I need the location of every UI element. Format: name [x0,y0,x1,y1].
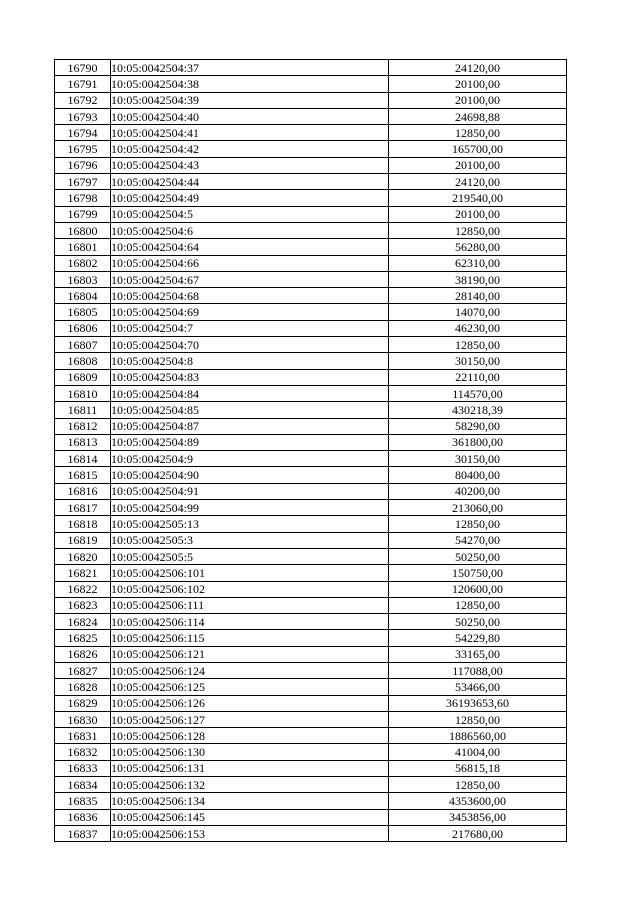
row-number-cell: 16798 [55,190,111,206]
table-row [55,141,567,157]
cadastral-number-cell: 10:05:0042504:5 [111,206,389,222]
table-row [55,174,567,190]
value-cell: 12850,00 [389,125,567,141]
value-cell: 120600,00 [389,581,567,597]
table-row [55,451,567,467]
cadastral-number-cell: 10:05:0042506:153 [111,825,389,841]
table-row [55,532,567,548]
table-row [55,255,567,271]
cadastral-number-cell: 10:05:0042504:70 [111,337,389,353]
value-cell: 12850,00 [389,777,567,793]
value-cell: 12850,00 [389,516,567,532]
row-number-cell: 16801 [55,239,111,255]
row-number-cell: 16828 [55,679,111,695]
table-row [55,288,567,304]
table-row [55,76,567,92]
value-cell: 217680,00 [389,825,567,841]
table-row [55,337,567,353]
row-number-cell: 16834 [55,777,111,793]
cadastral-number-cell: 10:05:0042506:124 [111,662,389,678]
value-cell: 58290,00 [389,418,567,434]
table-row [55,467,567,483]
value-cell: 117088,00 [389,662,567,678]
row-number-cell: 16795 [55,141,111,157]
table-row [55,320,567,336]
row-number-cell: 16826 [55,646,111,662]
row-number-cell: 16806 [55,320,111,336]
row-number-cell: 16812 [55,418,111,434]
row-number-cell: 16825 [55,630,111,646]
row-number-cell: 16794 [55,125,111,141]
row-number-cell: 16817 [55,500,111,516]
cadastral-number-cell: 10:05:0042504:66 [111,255,389,271]
value-cell: 20100,00 [389,157,567,173]
cadastral-number-cell: 10:05:0042506:126 [111,695,389,711]
row-number-cell: 16822 [55,581,111,597]
row-number-cell: 16829 [55,695,111,711]
cadastral-number-cell: 10:05:0042505:13 [111,516,389,532]
cadastral-number-cell: 10:05:0042506:131 [111,760,389,776]
cadastral-number-cell: 10:05:0042504:99 [111,500,389,516]
row-number-cell: 16811 [55,402,111,418]
table-row [55,369,567,385]
value-cell: 24698,88 [389,108,567,124]
value-cell: 46230,00 [389,320,567,336]
cadastral-number-cell: 10:05:0042506:132 [111,777,389,793]
table-row [55,222,567,238]
cadastral-number-cell: 10:05:0042504:91 [111,483,389,499]
table-row [55,353,567,369]
value-cell: 361800,00 [389,434,567,450]
table-row [55,760,567,776]
cadastral-number-cell: 10:05:0042504:38 [111,76,389,92]
value-cell: 30150,00 [389,451,567,467]
table-row [55,548,567,564]
row-number-cell: 16835 [55,793,111,809]
row-number-cell: 16832 [55,744,111,760]
cadastral-number-cell: 10:05:0042504:64 [111,239,389,255]
table-row [55,679,567,695]
row-number-cell: 16821 [55,565,111,581]
table-row [55,809,567,825]
cadastral-number-cell: 10:05:0042504:87 [111,418,389,434]
value-cell: 20100,00 [389,206,567,222]
row-number-cell: 16837 [55,825,111,841]
value-cell: 213060,00 [389,500,567,516]
row-number-cell: 16823 [55,597,111,613]
row-number-cell: 16802 [55,255,111,271]
cadastral-number-cell: 10:05:0042504:90 [111,467,389,483]
value-cell: 14070,00 [389,304,567,320]
cadastral-number-cell: 10:05:0042504:84 [111,385,389,401]
row-number-cell: 16791 [55,76,111,92]
value-cell: 80400,00 [389,467,567,483]
table-row [55,125,567,141]
table-row [55,271,567,287]
cadastral-number-cell: 10:05:0042504:49 [111,190,389,206]
cadastral-number-cell: 10:05:0042506:115 [111,630,389,646]
value-cell: 12850,00 [389,222,567,238]
table-row [55,108,567,124]
cadastral-number-cell: 10:05:0042504:43 [111,157,389,173]
table-row [55,597,567,613]
row-number-cell: 16816 [55,483,111,499]
cadastral-number-cell: 10:05:0042506:111 [111,597,389,613]
cadastral-number-cell: 10:05:0042504:67 [111,271,389,287]
cadastral-number-cell: 10:05:0042504:39 [111,92,389,108]
table-row [55,500,567,516]
row-number-cell: 16808 [55,353,111,369]
table-row [55,385,567,401]
value-cell: 54229,80 [389,630,567,646]
value-cell: 20100,00 [389,76,567,92]
value-cell: 54270,00 [389,532,567,548]
row-number-cell: 16827 [55,662,111,678]
table-row [55,206,567,222]
value-cell: 24120,00 [389,60,567,76]
row-number-cell: 16815 [55,467,111,483]
table-row [55,662,567,678]
cadastral-number-cell: 10:05:0042504:89 [111,434,389,450]
table-row [55,402,567,418]
value-cell: 50250,00 [389,548,567,564]
cadastral-number-cell: 10:05:0042504:68 [111,288,389,304]
table-row [55,695,567,711]
value-cell: 219540,00 [389,190,567,206]
row-number-cell: 16803 [55,271,111,287]
value-cell: 114570,00 [389,385,567,401]
table-row [55,793,567,809]
value-cell: 40200,00 [389,483,567,499]
value-cell: 150750,00 [389,565,567,581]
cadastral-number-cell: 10:05:0042504:83 [111,369,389,385]
value-cell: 28140,00 [389,288,567,304]
value-cell: 1886560,00 [389,728,567,744]
row-number-cell: 16814 [55,451,111,467]
row-number-cell: 16793 [55,108,111,124]
row-number-cell: 16830 [55,711,111,727]
cadastral-number-cell: 10:05:0042506:114 [111,614,389,630]
row-number-cell: 16820 [55,548,111,564]
cadastral-number-cell: 10:05:0042506:130 [111,744,389,760]
table-row [55,825,567,841]
value-cell: 56280,00 [389,239,567,255]
cadastral-number-cell: 10:05:0042504:6 [111,222,389,238]
cadastral-number-cell: 10:05:0042506:125 [111,679,389,695]
value-cell: 4353600,00 [389,793,567,809]
value-cell: 53466,00 [389,679,567,695]
table-row [55,565,567,581]
cadastral-number-cell: 10:05:0042506:101 [111,565,389,581]
row-number-cell: 16796 [55,157,111,173]
table-row [55,418,567,434]
row-number-cell: 16809 [55,369,111,385]
table-row [55,744,567,760]
cadastral-number-cell: 10:05:0042506:134 [111,793,389,809]
row-number-cell: 16797 [55,174,111,190]
table-row [55,157,567,173]
table-row [55,239,567,255]
cadastral-number-cell: 10:05:0042504:8 [111,353,389,369]
table-row [55,434,567,450]
row-number-cell: 16831 [55,728,111,744]
table-row [55,646,567,662]
table-body [55,60,567,842]
table-row [55,777,567,793]
value-cell: 24120,00 [389,174,567,190]
table-row [55,711,567,727]
cadastral-number-cell: 10:05:0042504:42 [111,141,389,157]
value-cell: 41004,00 [389,744,567,760]
value-cell: 62310,00 [389,255,567,271]
value-cell: 50250,00 [389,614,567,630]
value-cell: 30150,00 [389,353,567,369]
cadastral-number-cell: 10:05:0042505:5 [111,548,389,564]
value-cell: 165700,00 [389,141,567,157]
cadastral-number-cell: 10:05:0042504:69 [111,304,389,320]
table-row [55,304,567,320]
value-cell: 430218,39 [389,402,567,418]
value-cell: 12850,00 [389,597,567,613]
row-number-cell: 16800 [55,222,111,238]
row-number-cell: 16790 [55,60,111,76]
cadastral-number-cell: 10:05:0042504:37 [111,60,389,76]
table-row [55,614,567,630]
row-number-cell: 16804 [55,288,111,304]
row-number-cell: 16819 [55,532,111,548]
data-table [54,59,567,842]
row-number-cell: 16824 [55,614,111,630]
value-cell: 33165,00 [389,646,567,662]
table-row [55,630,567,646]
cadastral-number-cell: 10:05:0042506:121 [111,646,389,662]
value-cell: 22110,00 [389,369,567,385]
value-cell: 12850,00 [389,337,567,353]
table-row [55,190,567,206]
cadastral-number-cell: 10:05:0042505:3 [111,532,389,548]
cadastral-number-cell: 10:05:0042504:44 [111,174,389,190]
cadastral-number-cell: 10:05:0042504:85 [111,402,389,418]
value-cell: 12850,00 [389,711,567,727]
cadastral-number-cell: 10:05:0042504:40 [111,108,389,124]
value-cell: 38190,00 [389,271,567,287]
value-cell: 56815,18 [389,760,567,776]
value-cell: 36193653,60 [389,695,567,711]
row-number-cell: 16836 [55,809,111,825]
value-cell: 3453856,00 [389,809,567,825]
cadastral-number-cell: 10:05:0042506:127 [111,711,389,727]
cadastral-number-cell: 10:05:0042506:102 [111,581,389,597]
table-row [55,483,567,499]
row-number-cell: 16813 [55,434,111,450]
table-row [55,60,567,76]
cadastral-number-cell: 10:05:0042506:145 [111,809,389,825]
cadastral-number-cell: 10:05:0042504:41 [111,125,389,141]
row-number-cell: 16799 [55,206,111,222]
row-number-cell: 16818 [55,516,111,532]
row-number-cell: 16833 [55,760,111,776]
cadastral-number-cell: 10:05:0042504:7 [111,320,389,336]
table-row [55,581,567,597]
cadastral-number-cell: 10:05:0042506:128 [111,728,389,744]
row-number-cell: 16807 [55,337,111,353]
row-number-cell: 16792 [55,92,111,108]
value-cell: 20100,00 [389,92,567,108]
table-row [55,516,567,532]
table-row [55,728,567,744]
cadastral-number-cell: 10:05:0042504:9 [111,451,389,467]
table-row [55,92,567,108]
row-number-cell: 16805 [55,304,111,320]
row-number-cell: 16810 [55,385,111,401]
